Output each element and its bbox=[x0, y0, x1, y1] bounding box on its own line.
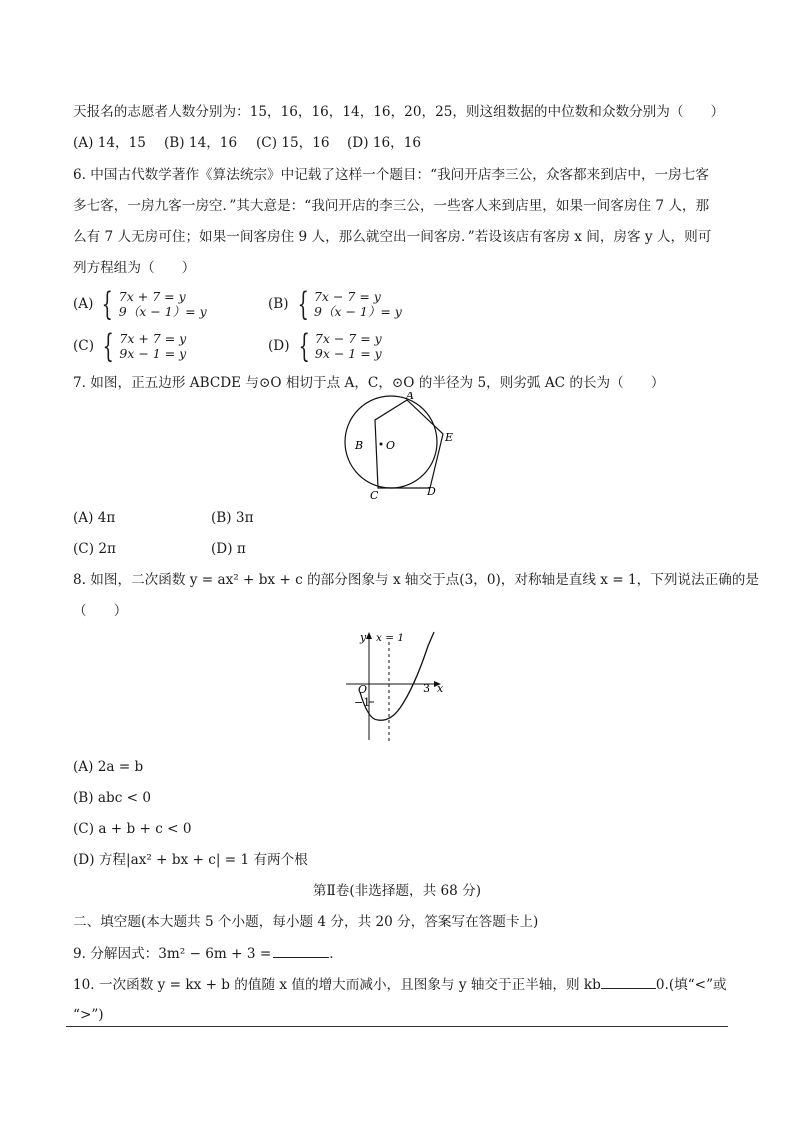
q9-answer-blank[interactable] bbox=[273, 943, 329, 958]
q5-option-b: (B) 14，16 bbox=[164, 135, 238, 151]
q6-stem-line-4: 列方程组为（ ） bbox=[73, 260, 196, 276]
q6-equation: 9（x − 1）= y bbox=[313, 304, 402, 319]
q6-equation: 9（x − 1）= y bbox=[118, 304, 207, 319]
center-point bbox=[380, 443, 383, 446]
label-d: D bbox=[427, 485, 436, 498]
q5-option-d: (D) 16，16 bbox=[347, 135, 422, 151]
q6-option-label: (B) bbox=[268, 296, 289, 312]
q6-equation: 7x − 7 = y bbox=[313, 289, 381, 304]
section-two-title: 二、填空题(本大题共 5 个小题，每小题 4 分，共 20 分，答案写在答题卡上) bbox=[73, 914, 539, 930]
q9-line bbox=[73, 943, 728, 964]
y-label: y bbox=[360, 631, 367, 644]
bottom-rule bbox=[66, 1026, 728, 1027]
q6-stem-line-1: 6. 中国古代数学著作《算法统宗》中记载了这样一个题目：“我问开店李三公，众客都来到店中，一房七客 bbox=[73, 167, 709, 183]
q10-line-2: “>”) bbox=[73, 1007, 104, 1023]
q7-option-d: (D) π bbox=[211, 541, 246, 557]
q6-option-c: (C) { 7x + 7 = y 9x − 1 = y bbox=[73, 327, 187, 365]
q6-stem-line-3: 么有 7 人无房可住；如果一间客房住 9 人，那么就空出一间客房．”若设该店有客房 x 间，房客 y 人，则可 bbox=[73, 229, 712, 245]
label-c: C bbox=[370, 489, 379, 502]
x-label: x bbox=[437, 682, 444, 695]
symmetry-label: x = 1 bbox=[376, 632, 405, 644]
q8-stem-line-1: 8. 如图，二次函数 y = ax² + bx + c 的部分图象与 x 轴交于点(3，0)，对称轴是直线 x = 1，下列说法正确的是 bbox=[73, 572, 759, 588]
q10-answer-blank[interactable] bbox=[601, 974, 656, 989]
q8-option-c: (C) a + b + c < 0 bbox=[73, 821, 192, 837]
q7-option-a: (A) 4π bbox=[73, 510, 116, 526]
label-b: B bbox=[355, 439, 364, 452]
origin-label: O bbox=[358, 683, 368, 696]
q6-option-label: (D) bbox=[268, 338, 290, 354]
q6-stem-line-2: 多七客，一房九客一房空．”其大意是：“我问开店的李三公，一些客人来到店里，如果一间客房住 7 人，那 bbox=[73, 198, 710, 214]
parabola-curve bbox=[360, 632, 434, 720]
q7-option-c: (C) 2π bbox=[73, 541, 116, 557]
label-e: E bbox=[445, 431, 454, 444]
q5-option-c: (C) 15，16 bbox=[256, 135, 330, 151]
q6-option-a: (A) { 7x + 7 = y 9（x − 1）= y bbox=[73, 285, 207, 323]
q6-equation: 7x − 7 = y bbox=[314, 331, 382, 346]
q10-line bbox=[73, 974, 728, 995]
q7-option-b: (B) 3π bbox=[211, 510, 254, 526]
q5-stem-tail: 天报名的志愿者人数分别为：15，16，16，14，16，20，25，则这组数据的中位数和众数分别为（ ） bbox=[73, 104, 725, 120]
q6-equation: 7x + 7 = y bbox=[118, 289, 186, 304]
q9-end: ． bbox=[329, 946, 343, 962]
q8-stem-line-2: （ ） bbox=[73, 603, 128, 619]
q6-option-b: (B) { 7x − 7 = y 9（x − 1）= y bbox=[268, 285, 402, 323]
q8-parabola-graph bbox=[330, 626, 460, 746]
q6-equation: 9x − 1 = y bbox=[119, 346, 187, 361]
label-o: O bbox=[386, 439, 396, 452]
q6-option-label: (A) bbox=[73, 296, 94, 312]
q6-option-label: (C) bbox=[73, 338, 95, 354]
q6-option-d: (D) { 7x − 7 = y 9x − 1 = y bbox=[268, 327, 382, 365]
q5-option-a: (A) 14，15 bbox=[73, 135, 146, 151]
label-a: A bbox=[406, 392, 414, 402]
q10-end: 0.(填“<”或 bbox=[655, 977, 727, 993]
part-two-title: 第Ⅱ卷(非选择题，共 68 分) bbox=[312, 883, 482, 899]
q7-pentagon-circle-figure bbox=[336, 392, 466, 502]
q8-option-b: (B) abc < 0 bbox=[73, 790, 152, 806]
y-axis-arrow bbox=[366, 632, 372, 639]
q8-option-a: (A) 2a = b bbox=[73, 759, 144, 775]
q10-stem: 10. 一次函数 y = kx + b 的值随 x 值的增大而减小，且图象与 y 轴交于正半轴，则 kb bbox=[73, 977, 601, 993]
minus-one-label: −1 bbox=[354, 696, 371, 709]
q7-stem: 7. 如图，正五边形 ABCDE 与⊙O 相切于点 A，C，⊙O 的半径为 5，则劣弧 AC 的长为（ ） bbox=[73, 375, 665, 391]
three-label: 3 bbox=[423, 682, 430, 695]
q8-option-d: (D) 方程|ax² + bx + c| = 1 有两个根 bbox=[73, 852, 308, 868]
q6-equation: 7x + 7 = y bbox=[119, 331, 187, 346]
q9-stem: 9. 分解因式：3m² − 6m + 3 = bbox=[73, 946, 272, 962]
q6-equation: 9x − 1 = y bbox=[314, 346, 382, 361]
